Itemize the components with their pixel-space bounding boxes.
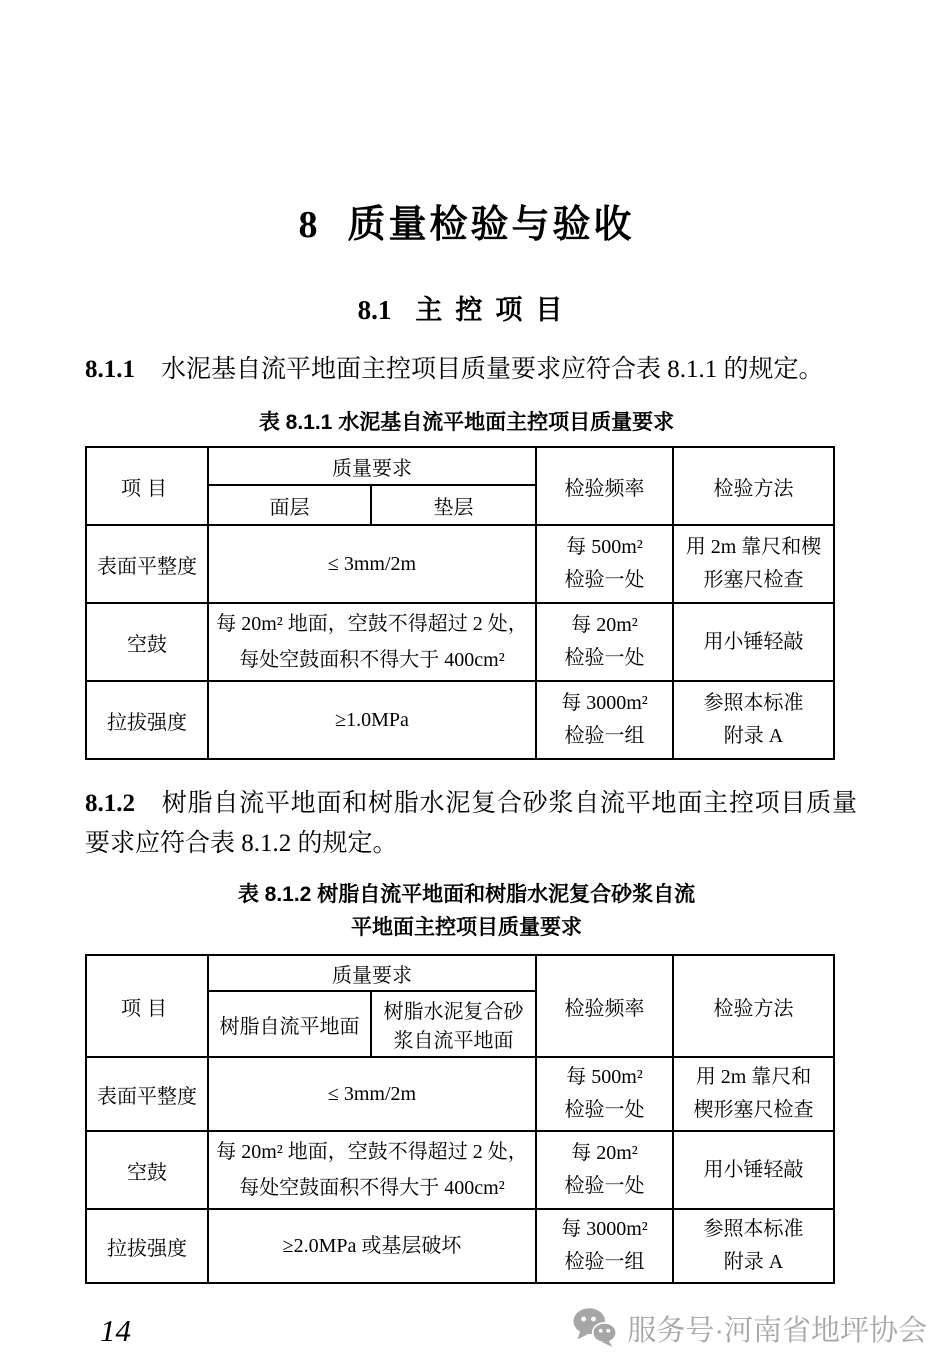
watermark-text: 服务号·河南省地坪协会 xyxy=(627,1314,927,1347)
clause-8-1-1 xyxy=(85,350,857,390)
table-row xyxy=(86,681,834,759)
col-subheader-resin-cement: 树脂水泥复合砂浆自流平地面 xyxy=(371,991,536,1057)
col-header-item: 项目 xyxy=(86,955,208,1057)
cell-quality: ≤ 3mm/2m xyxy=(208,525,536,603)
cell-quality: ≤ 3mm/2m xyxy=(208,1057,536,1131)
cell-item: 拉拔强度 xyxy=(86,681,208,759)
cell-method: 用 2m 靠尺和 楔形塞尺检查 xyxy=(673,1057,834,1131)
col-subheader-surface: 面层 xyxy=(208,485,371,525)
col-subheader-cushion: 垫层 xyxy=(371,485,536,525)
cell-frequency: 每 500m² 检验一处 xyxy=(536,525,673,603)
clause-text: 水泥基自流平地面主控项目质量要求应符合表 8.1.1 的规定。 xyxy=(161,356,824,383)
table-row xyxy=(86,1131,834,1209)
cell-item: 空鼓 xyxy=(86,1131,208,1209)
cell-frequency: 每 20m² 检验一处 xyxy=(536,1131,673,1209)
cell-quality: ≥1.0MPa xyxy=(208,681,536,759)
cell-frequency: 每 500m² 检验一处 xyxy=(536,1057,673,1131)
col-header-method: 检验方法 xyxy=(673,447,834,525)
chapter-title-text: 质量检验与验收 xyxy=(347,204,635,246)
clause-number: 8.1.2 xyxy=(85,790,135,817)
clause-number: 8.1.1 xyxy=(85,356,135,383)
cell-item: 表面平整度 xyxy=(86,525,208,603)
cell-frequency: 每 3000m² 检验一组 xyxy=(536,681,673,759)
page-number: 14 xyxy=(100,1313,131,1348)
cell-quality: ≥2.0MPa 或基层破坏 xyxy=(208,1209,536,1283)
section-number: 8.1 xyxy=(357,295,392,325)
chapter-number: 8 xyxy=(298,204,318,246)
table-8-1-2 xyxy=(85,954,835,1284)
section-heading xyxy=(0,294,933,326)
cell-method: 用 2m 靠尺和楔 形塞尺检查 xyxy=(673,525,834,603)
cell-method: 参照本标准 附录 A xyxy=(673,681,834,759)
col-header-method: 检验方法 xyxy=(673,955,834,1057)
col-header-frequency: 检验频率 xyxy=(536,955,673,1057)
table-row xyxy=(86,525,834,603)
wechat-icon xyxy=(571,1307,619,1349)
cell-quality: 每 20m² 地面，空鼓不得超过 2 处， 每处空鼓面积不得大于 400cm² xyxy=(208,1131,536,1209)
col-header-item: 项目 xyxy=(86,447,208,525)
table-row xyxy=(86,1057,834,1131)
cell-method: 用小锤轻敲 xyxy=(673,603,834,681)
cell-frequency: 每 20m² 检验一处 xyxy=(536,603,673,681)
cell-method: 用小锤轻敲 xyxy=(673,1131,834,1209)
table-8-1-1-caption: 表 8.1.1 水泥基自流平地面主控项目质量要求 xyxy=(258,411,675,434)
cell-item: 空鼓 xyxy=(86,603,208,681)
section-title-text: 主控项目 xyxy=(415,295,576,325)
chapter-heading xyxy=(0,0,933,250)
col-header-quality: 质量要求 xyxy=(208,447,536,485)
table-8-1-1 xyxy=(85,446,835,760)
table-8-1-2-caption: 表 8.1.2 树脂自流平地面和树脂水泥复合砂浆自流 平地面主控项目质量要求 xyxy=(237,883,696,939)
clause-text: 树脂自流平地面和树脂水泥复合砂浆自流平地面主控项目质量要求应符合表 8.1.2 的规定。 xyxy=(85,790,857,857)
cell-method: 参照本标准 附录 A xyxy=(673,1209,834,1283)
col-header-frequency: 检验频率 xyxy=(536,447,673,525)
cell-quality: 每 20m² 地面，空鼓不得超过 2 处， 每处空鼓面积不得大于 400cm² xyxy=(208,603,536,681)
clause-8-1-2 xyxy=(85,784,857,864)
cell-frequency: 每 3000m² 检验一组 xyxy=(536,1209,673,1283)
table-row xyxy=(86,1209,834,1283)
cell-item: 表面平整度 xyxy=(86,1057,208,1131)
cell-item: 拉拔强度 xyxy=(86,1209,208,1283)
table-row xyxy=(86,603,834,681)
col-header-quality: 质量要求 xyxy=(208,955,536,991)
watermark xyxy=(571,1307,927,1349)
col-subheader-resin: 树脂自流平地面 xyxy=(208,991,371,1057)
